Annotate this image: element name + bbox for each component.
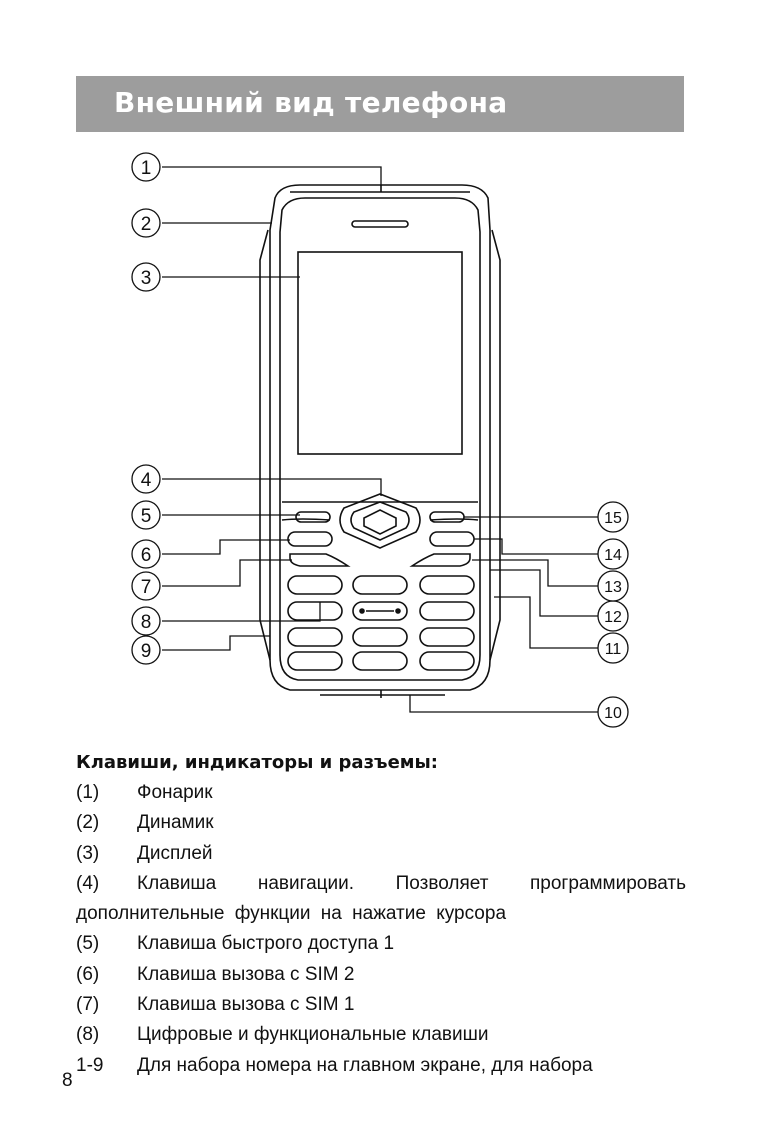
item-number: (1) (76, 782, 100, 803)
callout-4: 4 (140, 470, 152, 491)
item-text: Дисплей (137, 842, 213, 864)
callout-14: 14 (604, 547, 622, 564)
phone-body-inner-outline (280, 198, 480, 680)
list-item (76, 929, 686, 959)
list-item (76, 990, 686, 1020)
clear-key-graphic (412, 554, 470, 566)
callout-12: 12 (604, 609, 622, 626)
list-item (76, 960, 686, 990)
keys-heading: Клавиши, индикаторы и разъемы: (76, 752, 438, 773)
list-item (76, 808, 686, 838)
digit-keys-graphic (288, 576, 474, 670)
list-item (76, 1020, 686, 1050)
callout-15: 15 (604, 510, 622, 527)
section-title: Внешний вид телефона (114, 86, 508, 119)
section-header-bar (76, 76, 684, 132)
item-number: (2) (76, 812, 100, 834)
callout-10: 10 (604, 705, 622, 722)
nav-center-graphic (364, 510, 396, 534)
item-number: (4) (76, 872, 100, 894)
call-key-sim2-graphic (288, 532, 332, 546)
page-number: 8 (62, 1070, 73, 1091)
list-item (76, 839, 686, 869)
phone-body-outline (270, 185, 490, 690)
callout-8: 8 (140, 612, 152, 633)
callout-13: 13 (604, 579, 622, 596)
callout-11: 11 (604, 641, 622, 658)
item-text: Цифровые и функциональные клавиши (137, 1024, 489, 1046)
soft-key-left-graphic (296, 512, 330, 522)
phone-diagram (0, 140, 760, 740)
keys-list (76, 778, 686, 1081)
item-text: Для набора номера на главном экране, для набора (137, 1054, 593, 1076)
item-number: (5) (76, 933, 100, 955)
callout-2: 2 (140, 214, 152, 235)
list-item (76, 1051, 686, 1081)
item-number: (3) (76, 842, 100, 864)
callout-6: 6 (140, 545, 152, 566)
item-text: Динамик (137, 812, 214, 834)
callouts (132, 153, 628, 727)
item-text: Клавиша вызова с SIM 1 (137, 994, 355, 1016)
callout-3: 3 (140, 268, 152, 289)
callout-5: 5 (140, 506, 152, 527)
speaker-graphic (352, 221, 408, 227)
call-key-sim1-graphic (290, 554, 348, 566)
list-item (76, 778, 686, 808)
item-number: (8) (76, 1024, 100, 1046)
item-number: (6) (76, 963, 100, 985)
soft-key-right-graphic (430, 512, 464, 522)
callout-1: 1 (140, 158, 152, 179)
display-graphic (298, 252, 462, 454)
end-key-graphic (430, 532, 474, 546)
callout-9: 9 (140, 641, 152, 662)
item-number: (7) (76, 994, 100, 1016)
item-text: Фонарик (137, 782, 213, 803)
item-text: Клавиша быстрого доступа 1 (137, 933, 395, 955)
item-text: Клавиша вызова с SIM 2 (137, 963, 355, 985)
item-text: Клавиша навигации. Позволяет программировать дополнительные функции на нажатие курсора (76, 872, 686, 925)
item-number: 1-9 (76, 1054, 104, 1076)
list-item (76, 869, 686, 930)
callout-7: 7 (140, 577, 152, 598)
